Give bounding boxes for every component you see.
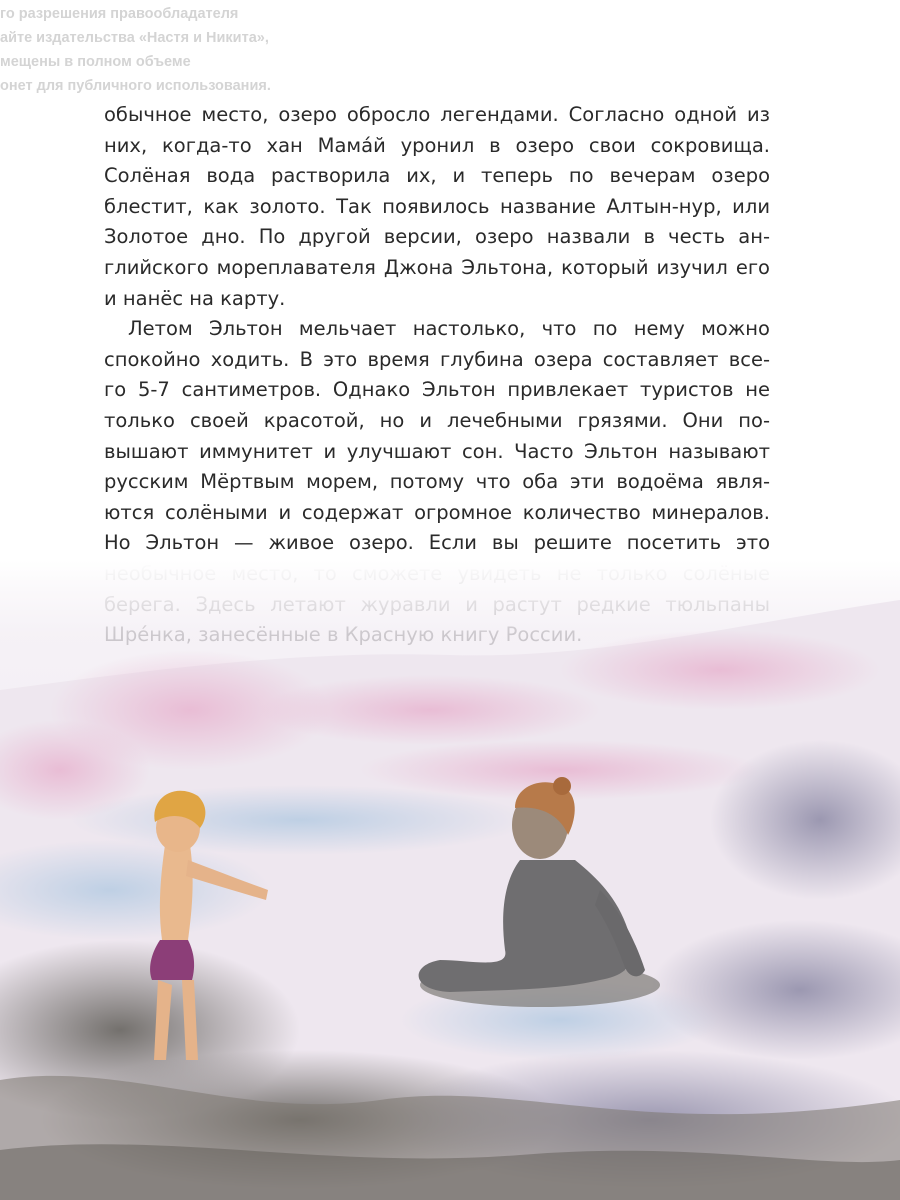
text-line: обычное место, озеро обросло легендами. Согласно одной из	[104, 103, 770, 126]
salt-mound	[560, 630, 880, 710]
text-line: только своей красотой, но и лечебными грязями. Они по-	[104, 408, 770, 432]
paragraph-legends	[104, 100, 770, 314]
text-line: и нанёс на карту.	[104, 286, 286, 310]
text-line: вышают иммунитет и улучшают сон. Часто Эльтон называют	[104, 439, 770, 463]
text-line: спокойно ходить. В это время глубина озера составляет все-	[104, 347, 770, 371]
text-line: русским Мёртвым морем, потому что оба эти водоёма явля-	[104, 470, 770, 494]
text-line: го 5-7 сантиметров. Однако Эльтон привлекает туристов не	[104, 378, 770, 402]
text-line: блестит, как золото. Так появилось название Алтын-нур, или	[104, 194, 770, 218]
text-line: глийского мореплавателя Джона Эльтона, который изучил его	[104, 255, 770, 279]
watermark-line: го разрешения правообладателя	[0, 6, 239, 22]
salt-mound	[260, 675, 600, 745]
copyright-watermark	[0, 2, 330, 98]
watermark-line: мещены в полном объеме	[0, 54, 191, 70]
watercolor-illustration	[0, 560, 900, 1200]
text-line: Летом Эльтон мельчает настолько, что по нему можно	[128, 317, 770, 341]
watermark-line: айте издательства «Настя и Никита»,	[0, 30, 269, 46]
text-line: Золотое дно. По другой версии, озеро назвали в честь ан-	[104, 225, 770, 249]
text-line: Солёная вода растворила их, и теперь по вечерам озеро	[104, 164, 770, 188]
text-line: ются солёными и содержат огромное количество минералов.	[104, 500, 770, 524]
watermark-line: онет для публичного использования.	[0, 78, 271, 94]
text-line: них, когда-то хан Мама́й уронил в озеро свои сокровища.	[104, 133, 770, 157]
text-line: Но Эльтон — живое озеро. Если вы решите посетить это	[104, 531, 770, 555]
